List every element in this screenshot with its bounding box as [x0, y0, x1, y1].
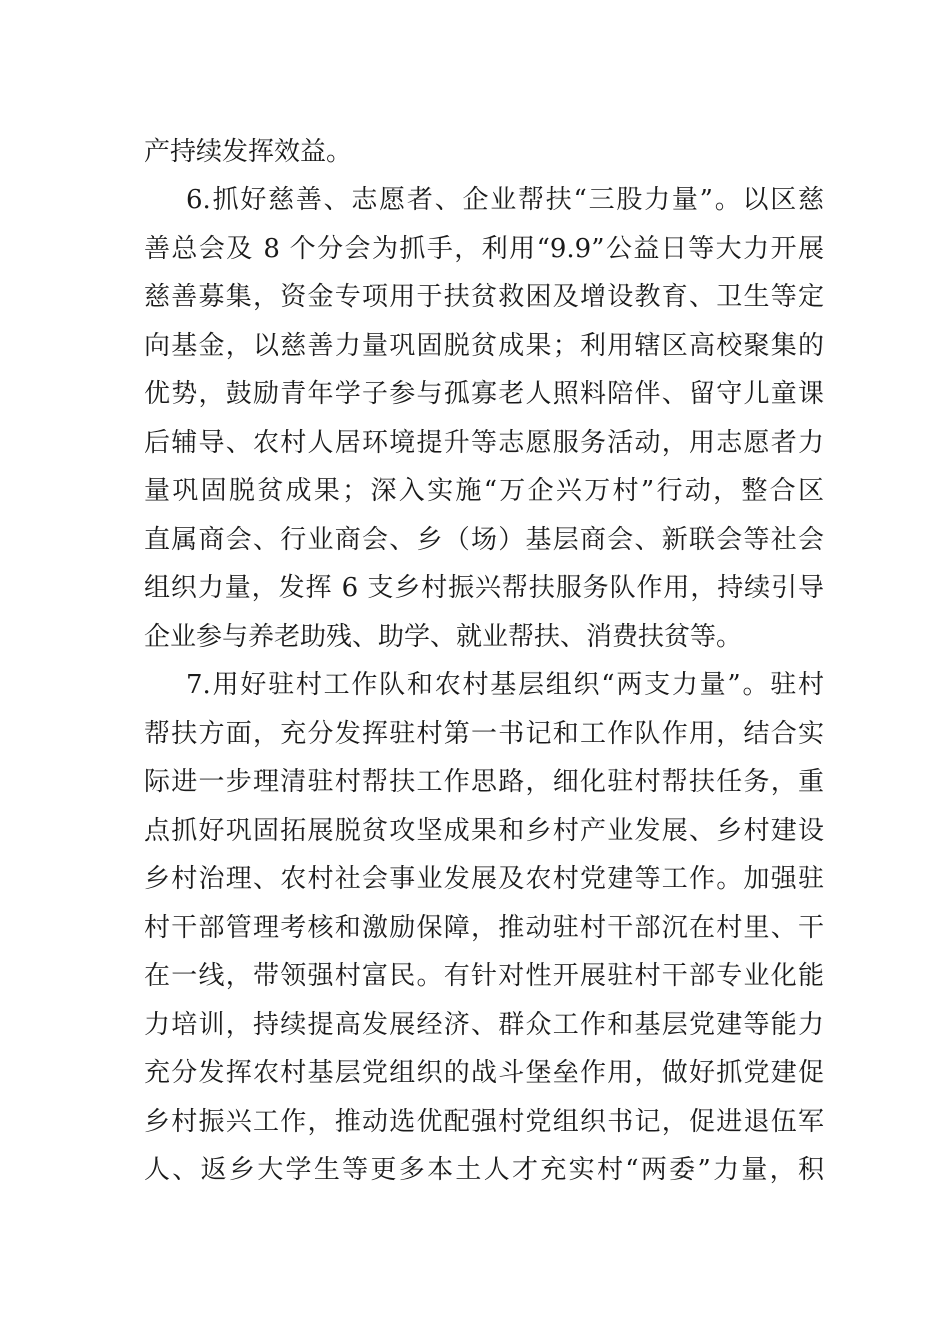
text-line: 乡村振兴工作，推动选优配强村党组织书记，促进退伍军 — [144, 1107, 824, 1137]
text-line: 在一线，带领强村富民。有针对性开展驻村干部专业化能 — [144, 961, 824, 991]
text-line: 企业参与养老助残、助学、就业帮扶、消费扶贫等。 — [144, 622, 743, 652]
text-line: 产持续发挥效益。 — [144, 137, 353, 167]
text-line: 际进一步理清驻村帮扶工作思路，细化驻村帮扶任务，重 — [144, 767, 824, 797]
text-line: 组织力量，发挥 6 支乡村振兴帮扶服务队作用，持续引导 — [144, 573, 824, 603]
text-line: 后辅导、农村人居环境提升等志愿服务活动，用志愿者力 — [144, 428, 824, 458]
text-line: 点抓好巩固拓展脱贫攻坚成果和乡村产业发展、乡村建设 — [144, 816, 824, 846]
paragraph-7-heading-line: 7.用好驻村工作队和农村基层组织“两支力量”。驻村 — [186, 670, 824, 700]
text-line: 充分发挥农村基层党组织的战斗堡垒作用，做好抓党建促 — [144, 1058, 824, 1088]
paragraph-6-heading-line: 6.抓好慈善、志愿者、企业帮扶“三股力量”。以区慈 — [186, 185, 824, 215]
text-line: 向基金，以慈善力量巩固脱贫成果；利用辖区高校聚集的 — [144, 331, 824, 361]
text-line: 量巩固脱贫成果；深入实施“万企兴万村”行动，整合区 — [144, 476, 824, 506]
text-line: 人、返乡大学生等更多本土人才充实村“两委”力量，积 — [144, 1155, 824, 1185]
text-line: 慈善募集，资金专项用于扶贫救困及增设教育、卫生等定 — [144, 282, 824, 312]
text-line: 力培训，持续提高发展经济、群众工作和基层党建等能力 — [144, 1010, 824, 1040]
text-line: 帮扶方面，充分发挥驻村第一书记和工作队作用，结合实 — [144, 719, 824, 749]
text-line: 村干部管理考核和激励保障，推动驻村干部沉在村里、干 — [144, 913, 824, 943]
text-line: 乡村治理、农村社会事业发展及农村党建等工作。加强驻 — [144, 864, 824, 894]
text-line: 善总会及 8 个分会为抓手，利用“9.9”公益日等大力开展 — [144, 234, 824, 264]
text-line: 优势，鼓励青年学子参与孤寡老人照料陪伴、留守儿童课 — [144, 379, 824, 409]
text-line: 直属商会、行业商会、乡（场）基层商会、新联会等社会 — [144, 525, 824, 555]
